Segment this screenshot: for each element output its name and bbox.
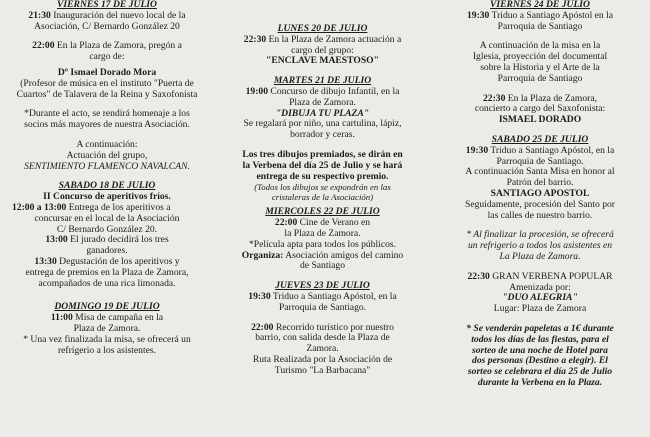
event-note: refrigerio a los asistentes. bbox=[57, 344, 157, 356]
event-text: 19:30 Triduo a Santiago Apóstol, en la bbox=[465, 144, 615, 156]
contest-title: II Concurso de aperitivos fríos. bbox=[43, 191, 171, 203]
raffle-note: * Se venderán papeletas a 1€ durante bbox=[466, 322, 614, 334]
event-text: Parroquia de Santiago bbox=[497, 20, 583, 32]
prize-note: la Verbena del día 25 de Julio y se hará bbox=[242, 159, 403, 171]
raffle-note: sorteo de una noche de Hotel para bbox=[472, 344, 608, 356]
event-text: acompañados de una rica limonada. bbox=[38, 277, 176, 289]
event-text: Iglesia, proyección del documental bbox=[472, 51, 608, 63]
prize-note: entrega de su respectivo premio. bbox=[256, 170, 389, 182]
event-note: * Una vez finalizada la misa, se ofrecerá un bbox=[23, 333, 191, 345]
event-text: 19:30 Triduo a Santiago Apóstol, en la bbox=[248, 290, 397, 302]
event-text: 22:00 Cine de Verano en bbox=[274, 217, 371, 229]
event-text: Plaza de Zamora. bbox=[73, 322, 141, 334]
event-text: 19:30 Triduo a Santiago Apóstol en la bbox=[466, 9, 614, 21]
event-text: ganadores. bbox=[86, 245, 128, 257]
guest-name: ISMAEL DORADO bbox=[498, 114, 582, 126]
event-text: de Santiago bbox=[299, 260, 346, 272]
event-text: 21:30 Inauguración del nuevo local de la bbox=[28, 9, 186, 21]
event-text: 22:30 En la Plaza de Zamora actuación a bbox=[243, 33, 402, 45]
column-right bbox=[434, 0, 646, 437]
event-text: cargo de: bbox=[89, 51, 125, 63]
day-heading: SABADO 18 DE JULIO bbox=[58, 180, 156, 192]
event-text: Parroquia de Santiago. bbox=[278, 301, 367, 313]
event-text: Asociación, C/ Bernardo González 20 bbox=[34, 20, 180, 32]
raffle-note: dos personas (Destino a elegir). El bbox=[472, 355, 608, 367]
event-note: socios más mayores de nuestra Asociación. bbox=[24, 119, 190, 131]
event-text: Parroquia de Santiago. bbox=[496, 155, 584, 167]
event-text: 13:30 Degustación de los aperitivos y bbox=[34, 255, 180, 267]
event-text: 12:00 a 13:00 Entrega de los aperitivos a bbox=[12, 201, 171, 213]
event-text: 11:00 Misa de campaña en la bbox=[50, 312, 164, 324]
event-text: concursar en el local de la Asociación bbox=[34, 212, 180, 224]
event-text: Turismo "La Barbacana" bbox=[274, 364, 371, 376]
event-text: Lugar: Plaza de Zamora bbox=[493, 303, 587, 315]
prize-note: (Todos los dibujos se expondrán en las bbox=[254, 182, 391, 193]
column-left bbox=[4, 0, 210, 437]
event-text: (Profesor de música en el instituto "Puerta de bbox=[20, 77, 194, 89]
group-name: "ENCLAVE MAESTOSO" bbox=[266, 55, 379, 67]
event-note: * Al finalizar la procesión, se ofrecerá bbox=[466, 229, 614, 241]
event-text: 22:00 Recorrido turístico por nuestro bbox=[251, 321, 394, 333]
prize-note: Los tres dibujos premiados, se dirán en bbox=[242, 148, 403, 160]
day-heading: MIERCOLES 22 DE JULIO bbox=[265, 206, 380, 218]
event-text: entrega de premios en la Plaza de Zamora, bbox=[25, 266, 189, 278]
event-text: Cuartos" de Talavera de la Reina y Saxofonista bbox=[16, 88, 198, 100]
raffle-note: sorteo se celebrara el día 25 de Julio bbox=[467, 366, 613, 378]
event-note: un refrigerio a todos los asistentes en bbox=[467, 240, 613, 252]
group-name: SENTIMIENTO FLAMENCO NAVALCAN. bbox=[24, 160, 190, 172]
event-text: Seguidamente, procesión del Santo por bbox=[464, 198, 615, 210]
prize-note: cristaleras de la Asociación) bbox=[271, 192, 374, 203]
contest-title: "DIBUJA TU PLAZA" bbox=[275, 107, 370, 119]
event-text: concierto a cargo del Saxofonista: bbox=[474, 103, 606, 115]
column-middle bbox=[224, 0, 421, 437]
event-text: Ruta Realizada por la Asociación de bbox=[252, 353, 393, 365]
event-text: Actuación del grupo, bbox=[66, 149, 148, 161]
event-text: 22:30 En la Plaza de Zamora, bbox=[482, 92, 598, 104]
day-heading: LUNES 20 DE JULIO bbox=[277, 23, 368, 34]
event-text: Amenizada por: bbox=[509, 281, 571, 293]
saint-name: SANTIAGO APOSTOL bbox=[490, 187, 590, 199]
day-heading: DOMINGO 19 DE JULIO bbox=[54, 301, 160, 313]
event-text: A continuación de la misa en la bbox=[479, 40, 601, 52]
raffle-note: durante la Verbena en la Plaza. bbox=[477, 376, 603, 388]
event-note: La Plaza de Zamora. bbox=[499, 250, 581, 262]
event-text: borrador y ceras. bbox=[290, 129, 355, 141]
group-name: "DUO ALEGRIA" bbox=[502, 292, 578, 304]
event-text: C/ Bernardo González 20. bbox=[56, 223, 158, 235]
event-text: Organiza: Asociación amigos del camino bbox=[241, 249, 404, 261]
event-text: Parroquia de Santiago bbox=[497, 72, 583, 84]
event-text: 19:00 Concurso de dibujo Infantil, en la bbox=[245, 85, 400, 97]
event-note: *Película apta para todos los públicos. bbox=[248, 238, 397, 250]
event-text: la Plaza de Zamora. bbox=[284, 227, 361, 239]
day-heading: MARTES 21 DE JULIO bbox=[273, 75, 372, 87]
event-text: barrio, con salida desde la Plaza de bbox=[255, 332, 390, 344]
event-text: 13:00 El jurado decidirá los tres bbox=[45, 234, 169, 246]
day-heading: JUEVES 23 DE JULIO bbox=[275, 280, 370, 292]
day-heading: SABADO 25 DE JULIO bbox=[491, 133, 589, 145]
event-text: Se regalará por niño, una cartulina, lápiz, bbox=[243, 118, 402, 130]
day-heading: VIERNES 17 DE JULIO bbox=[57, 0, 157, 10]
event-text: Patrón del barrio. bbox=[506, 177, 574, 189]
raffle-note: todos los días de las fiestas, para el bbox=[471, 333, 609, 345]
event-text: A continuación: bbox=[76, 138, 138, 150]
event-text: cargo del grupo: bbox=[291, 44, 354, 56]
event-text: sobre la Historia y el Arte de la bbox=[480, 61, 600, 73]
event-text: 22:30 GRAN VERBENA POPULAR bbox=[467, 270, 613, 282]
event-note: *Durante el acto, se rendirá homenaje a los bbox=[24, 108, 190, 120]
event-text: Plaza de Zamora. bbox=[289, 96, 356, 108]
guest-name: Dº Ismael Dorado Mora bbox=[57, 66, 157, 78]
event-text: Zamora. bbox=[306, 343, 339, 355]
event-text: A continuación Santa Misa en honor al bbox=[465, 166, 615, 178]
day-heading: VIERNES 24 DE JULIO bbox=[490, 0, 590, 10]
event-text: las calles de nuestro barrio. bbox=[487, 209, 593, 221]
event-text: 22:00 En la Plaza de Zamora, pregón a bbox=[32, 40, 182, 52]
